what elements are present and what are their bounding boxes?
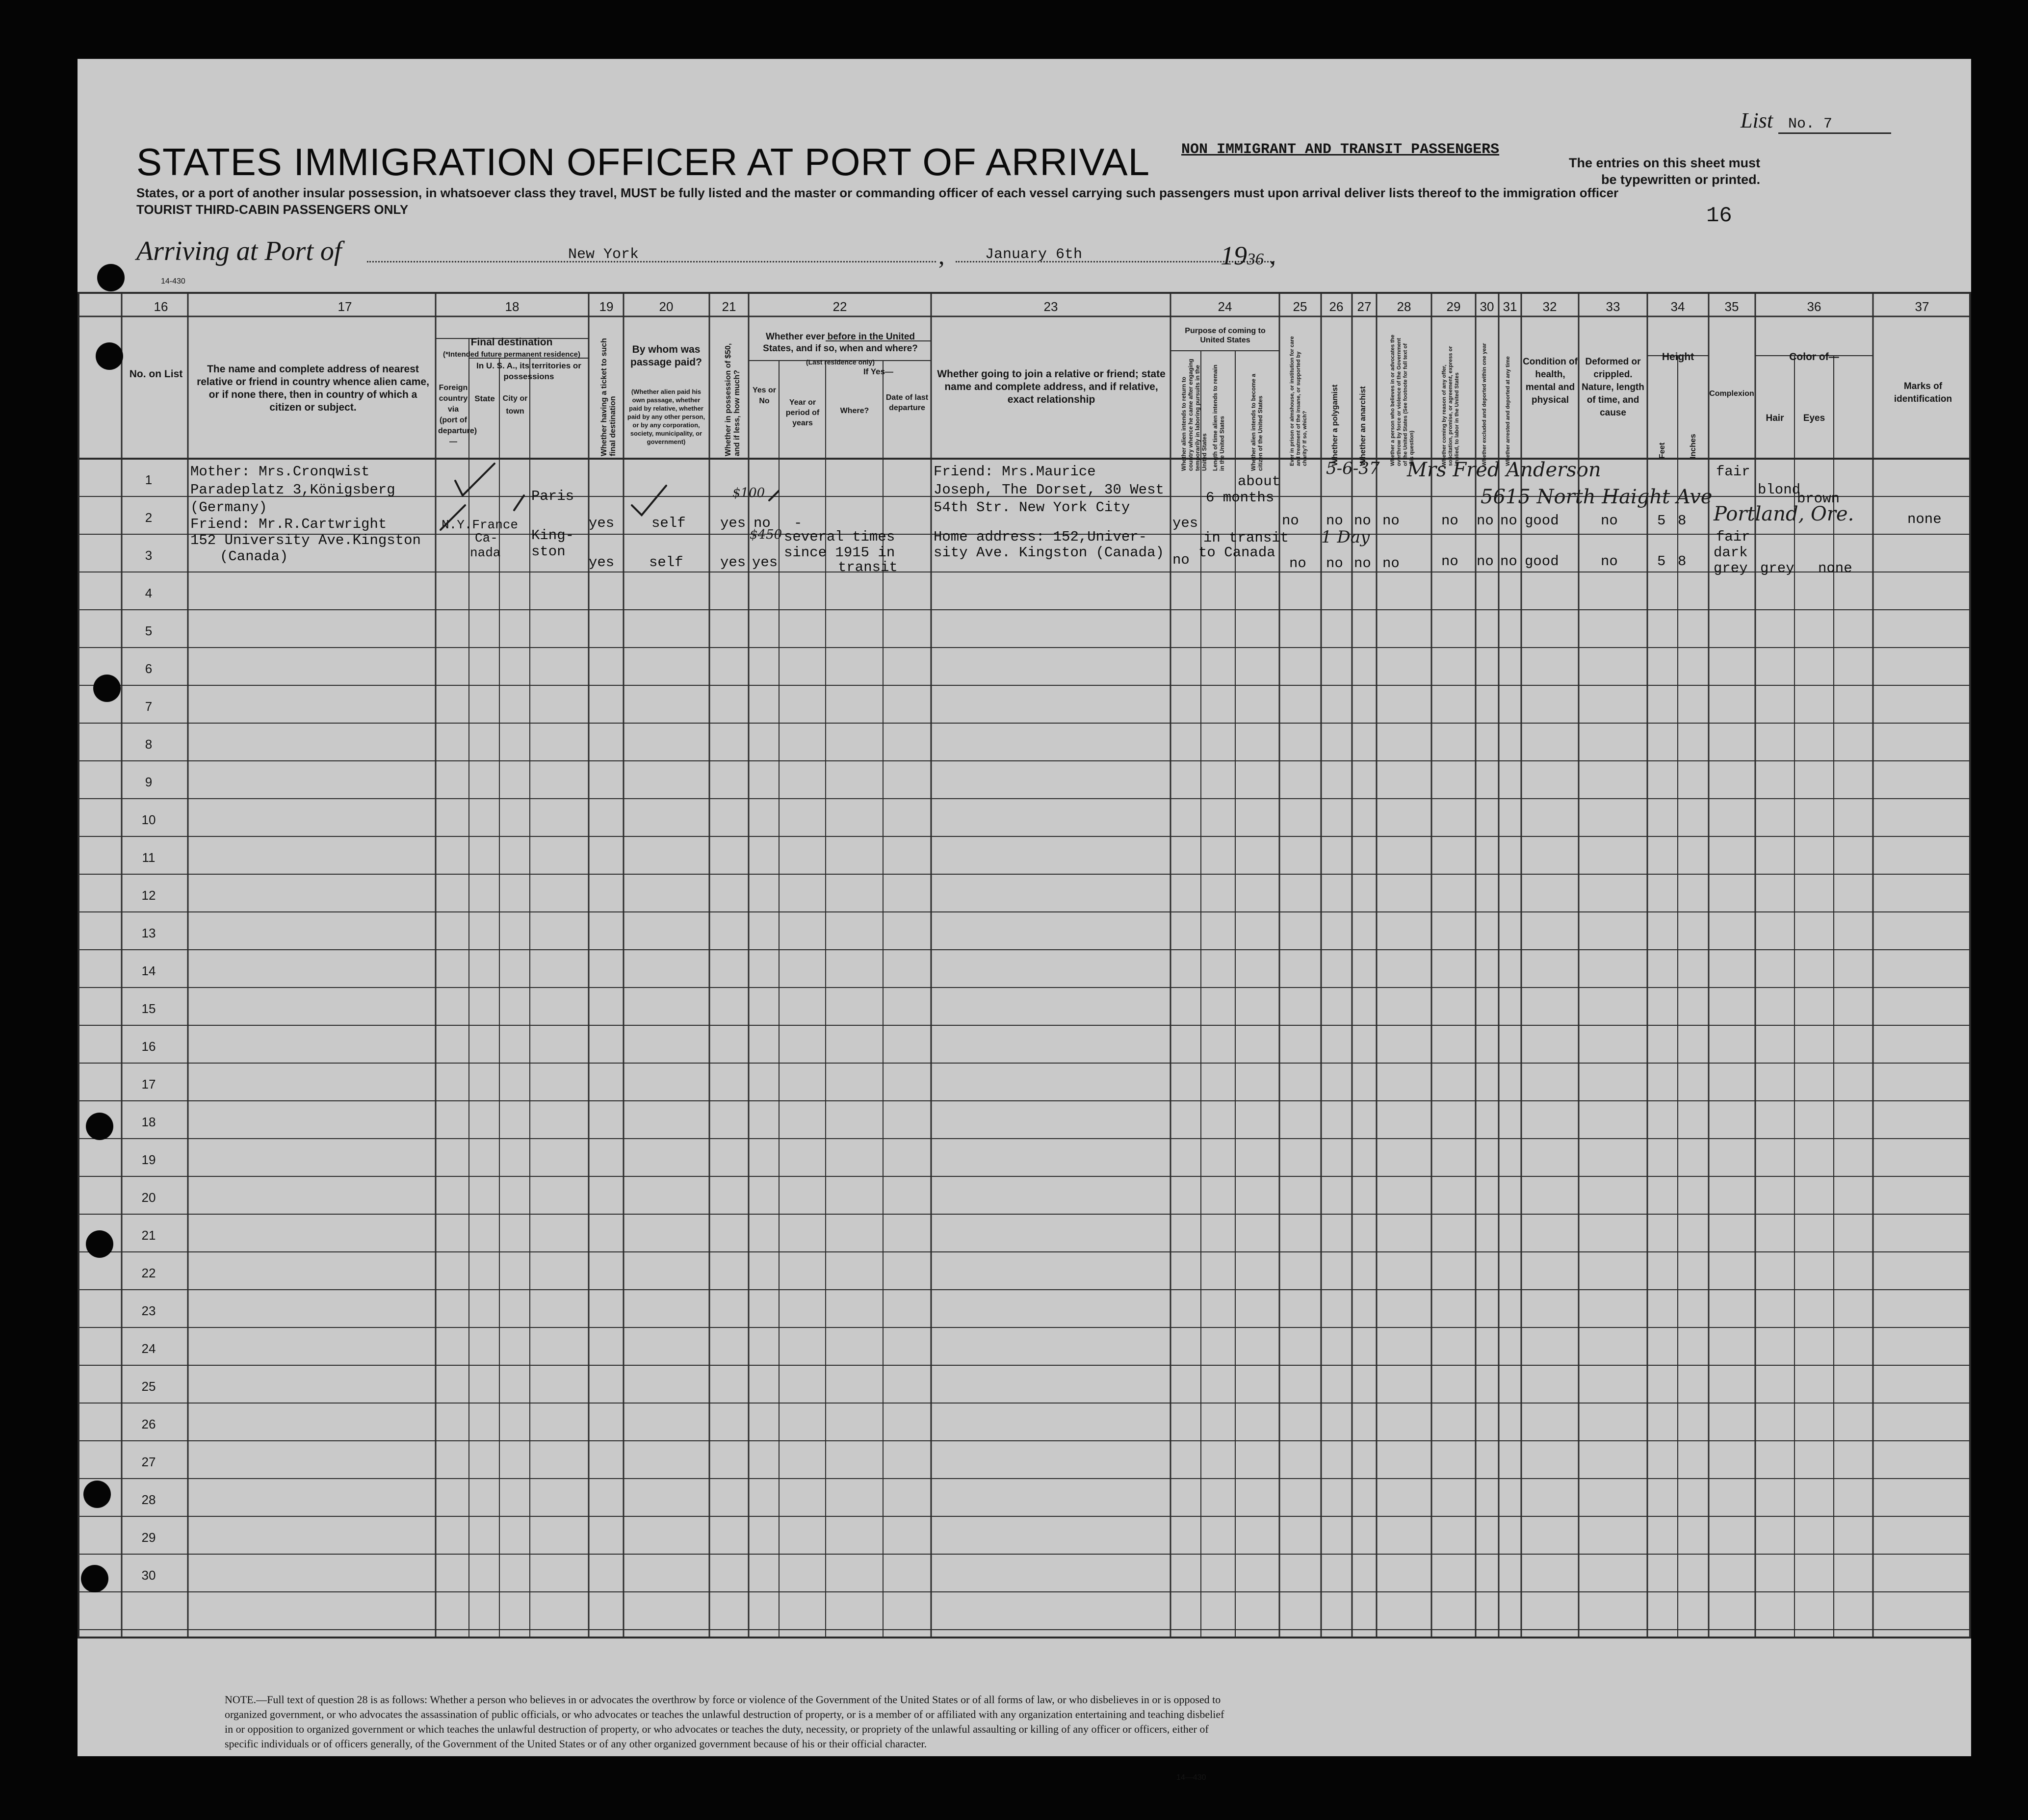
header-before-in-us: Whether ever before in the United States, and if so, when and where? (763, 332, 918, 354)
header-if-yes: If Yes— (863, 367, 894, 376)
header-labor-offer: Whether coming by reason of any offer, solicitation, promise, or agreement, express or implied, to labor in the United States (1441, 346, 1460, 466)
header-purpose: Purpose of coming to United States (1185, 327, 1266, 344)
header-join-relative: Whether going to join a relative or friend; state name and complete address, and if relative, exact relationship (937, 368, 1166, 405)
r1-join-name: Friend: Mrs.Maurice (934, 464, 1096, 480)
column-number: 32 (1542, 299, 1557, 314)
comma-separator-2: , (1270, 242, 1276, 269)
row-number: 5 (145, 624, 153, 638)
header-complexion: Complexion (1709, 390, 1754, 398)
r1-length-about: about (1238, 473, 1281, 490)
row-number: 15 (141, 1001, 156, 1016)
header-health: Condition of health, mental and physical (1523, 357, 1578, 405)
column-number: 27 (1357, 299, 1372, 314)
binder-hole (86, 1230, 113, 1258)
r2-period-line-3: transit (838, 559, 898, 575)
r2-height-inches: 8 (1678, 553, 1687, 570)
r1-health: good (1525, 513, 1559, 529)
header-foreign-country: Foreign country via (port of departure)— (438, 384, 477, 446)
row-number: 12 (141, 888, 156, 903)
check-mark-2 (441, 505, 465, 530)
row-number: 2 (145, 510, 153, 525)
row-number: 11 (142, 850, 156, 865)
row-number: 8 (145, 737, 153, 752)
row-number: 24 (141, 1341, 156, 1356)
hand-day: 1 Day (1321, 527, 1370, 547)
column-number: 20 (659, 299, 674, 314)
column-number: 29 (1446, 299, 1461, 314)
header-excluded: Whether excluded and deported within one year (1482, 343, 1487, 466)
column-number: 35 (1724, 299, 1739, 314)
r1-height-inches: 8 (1678, 513, 1687, 529)
row-number: 30 (141, 1568, 156, 1583)
header-city: City or town (502, 394, 528, 416)
header-passage-paid-sub: (Whether alien paid his own passage, whether paid by relative, whether paid by any other person, or by any corporation, society, municipality, or government) (627, 388, 705, 445)
non-immigrant-heading: NON IMMIGRANT AND TRANSIT PASSENGERS (1181, 141, 1500, 158)
r1-polygamist: no (1326, 513, 1343, 529)
r2-relative-country: (Canada) (220, 548, 288, 565)
header-polygamist: Whether a polygamist (1331, 384, 1339, 466)
row-number: 23 (141, 1303, 156, 1318)
header-money: Whether in possession of $50, and if less, how much? (724, 343, 741, 456)
column-number: 34 (1670, 299, 1685, 314)
r1-paid-by: self (651, 515, 686, 531)
row-number: 22 (141, 1266, 156, 1280)
row-number: 9 (145, 775, 153, 789)
entries-note-line-2: be typewritten or printed. (1601, 172, 1761, 187)
r1-money-handwritten: $100 (732, 486, 765, 500)
r2-deported: no (1500, 553, 1517, 570)
r2-return-intent: no (1172, 552, 1190, 568)
r1-return-intent: yes (1172, 515, 1198, 531)
r2-hair-line-2: grey (1714, 560, 1748, 576)
class-line: TOURIST THIRD-CABIN PASSENGERS ONLY (136, 202, 409, 217)
header-overthrow: Whether a person who believes in or advocates the overthrow by force or violence of the Government of the United States (See footnote for full text of this question) (1390, 335, 1415, 466)
r1-length-months: 6 months (1206, 490, 1274, 506)
header-height: Height (1662, 351, 1694, 363)
list-label: List (1741, 108, 1773, 132)
column-number: 37 (1915, 299, 1929, 314)
r1-foreign-port: N.Y.France (442, 518, 519, 532)
row-number: 25 (141, 1379, 156, 1394)
r2-city-line-1: King- (531, 527, 574, 544)
r2-period-line-2: since 1915 in (784, 545, 895, 561)
row-number: 6 (145, 661, 153, 676)
r1-anarchist: no (1354, 513, 1371, 529)
header-citizen-intent: Whether alien intends to become a citizen of the United States (1250, 373, 1264, 471)
column-number: 26 (1329, 299, 1344, 314)
r2-money: yes (720, 554, 746, 571)
header-final-destination-sub: (*Intended future permanent residence) (442, 350, 581, 359)
header-period: Year or period of years (785, 398, 820, 427)
r2-health: good (1525, 553, 1559, 570)
header-deformed: Deformed or crippled. Nature, length of time, and cause (1582, 357, 1644, 418)
row-number: 17 (141, 1077, 156, 1092)
r2-labor-offer: no (1441, 553, 1458, 570)
header-last-departure: Date of last departure (885, 393, 929, 412)
comma-separator: , (938, 242, 945, 269)
column-number: 24 (1218, 299, 1232, 314)
r2-ticket: yes (589, 554, 615, 571)
binder-hole (83, 1481, 111, 1508)
r1-period: - (794, 515, 803, 531)
binder-hole (96, 342, 123, 370)
r2-state-line-1: Ca- (475, 531, 498, 546)
r1-hair: blond (1758, 482, 1801, 498)
row-number: 28 (141, 1492, 156, 1507)
row-number: 1 (145, 472, 153, 487)
binder-hole (93, 675, 121, 702)
r2-relative-address: 152 University Ave.Kingston (190, 532, 421, 548)
arriving-label: Arriving at Port of (136, 236, 342, 266)
r2-city-line-2: ston (531, 544, 566, 560)
r1-prison: no (1282, 513, 1299, 529)
row-number: 21 (141, 1228, 156, 1243)
r2-join-line-1: Home address: 152,Univer- (934, 529, 1147, 545)
list-number-value: No. 7 (1778, 116, 1891, 134)
form-code: 14—430 (1176, 1773, 1206, 1782)
row-number: 29 (141, 1530, 156, 1545)
header-hair: Hair (1766, 413, 1784, 423)
year-prefix: 19 (1221, 241, 1247, 270)
r1-labor-offer: no (1441, 513, 1458, 529)
check-mark-4 (632, 486, 666, 515)
port-line (367, 261, 936, 262)
r1-relative-country: (Germany) (190, 499, 267, 516)
header-where: Where? (840, 407, 869, 415)
r2-relative-name: Friend: Mr.R.Cartwright (190, 516, 387, 532)
check-mark-5 (769, 491, 779, 500)
sheet-number: 16 (1706, 204, 1732, 228)
r1-eyes: brown (1797, 491, 1840, 507)
r2-length-line-2: to Canada (1198, 545, 1275, 561)
r1-complexion: fair (1716, 464, 1750, 480)
row-number: 3 (145, 548, 153, 563)
header-state: State (474, 394, 495, 403)
row-number: 14 (141, 963, 156, 978)
row-number: 19 (141, 1152, 156, 1167)
form-title: STATES IMMIGRATION OFFICER AT PORT OF ARRIVAL (136, 140, 1150, 183)
r1-city: Paris (531, 488, 574, 504)
hand-name: Mrs Fred Anderson (1407, 459, 1601, 481)
header-relative: The name and complete address of nearest relative or friend in country whence alien came, or if none there, then in country of which a citizen or subject. (197, 364, 429, 413)
header-deported: Whether arrested and deported at any time (1505, 356, 1511, 466)
r2-length-line-1: in transit (1203, 530, 1289, 546)
binder-hole (86, 1113, 113, 1140)
r2-paid-by: self (649, 554, 683, 571)
small-form-code: 14-430 (161, 277, 185, 286)
header-no-on-list: No. on List (129, 368, 183, 380)
column-number: 23 (1043, 299, 1058, 314)
binder-hole (81, 1565, 108, 1592)
r2-deformed: no (1601, 553, 1618, 570)
binder-hole (97, 264, 125, 291)
r1-join-address: Joseph, The Dorset, 30 West (934, 482, 1164, 498)
column-number: 33 (1606, 299, 1620, 314)
r2-hair-line-1: dark (1714, 545, 1748, 561)
r2-height-feet: 5 (1657, 553, 1666, 570)
header-return-intent: Whether alien intends to return to country whence he came after engaging temporarily in laboring pursuits in the United States (1180, 359, 1208, 471)
r2-money-handwritten: $450 (750, 527, 782, 542)
check-marks (436, 461, 779, 549)
r2-complexion: fair (1716, 529, 1750, 545)
r2-overthrow: no (1382, 555, 1400, 572)
check-mark-3 (514, 495, 524, 510)
r1-excluded: no (1477, 513, 1494, 529)
entries-note (1569, 155, 1760, 188)
row-number: 20 (141, 1190, 156, 1205)
column-number: 21 (722, 299, 736, 314)
row-number: 4 (145, 586, 153, 600)
header-before-sub: (Last residence only) (806, 358, 875, 366)
intro-text (136, 184, 1618, 218)
row-number: 16 (141, 1039, 156, 1054)
header-length-of-stay: Length of time alien intends to remain in the United States (1212, 364, 1225, 471)
r2-excluded: no (1477, 553, 1494, 570)
manifest-sheet (78, 59, 1971, 1782)
header-ticket: Whether having a ticket to such final destination (600, 338, 617, 456)
column-number: 36 (1807, 299, 1821, 314)
r1-height-feet: 5 (1657, 513, 1666, 529)
row-number: 7 (145, 699, 153, 714)
hand-city: Portland, Ore. (1714, 503, 1854, 525)
r1-relative-address: Paradeplatz 3,Königsberg (190, 482, 395, 498)
header-final-destination: Final destination (470, 337, 553, 348)
r1-before-us: no (754, 515, 771, 531)
r2-polygamist: no (1326, 555, 1343, 572)
column-number: 30 (1480, 299, 1494, 314)
column-number: 31 (1503, 299, 1517, 314)
column-number: 25 (1293, 299, 1307, 314)
row-number: 18 (141, 1115, 156, 1129)
column-number: 17 (338, 299, 352, 314)
column-number: 28 (1397, 299, 1411, 314)
header-feet: Feet (1658, 442, 1666, 459)
port-value: New York (568, 246, 639, 263)
header-color-of: Color of— (1789, 351, 1839, 363)
r2-prison: no (1289, 555, 1306, 572)
r1-deported: no (1500, 513, 1517, 529)
column-number: 22 (832, 299, 847, 314)
header-passage-paid: By whom was passage paid? (630, 344, 702, 368)
r2-state-line-2: nada (470, 546, 501, 560)
r1-money: yes (720, 515, 746, 531)
intro-line: States, or a port of another insular possession, in whatsoever class they travel, MUST be fully listed and the master or commanding officer of each vessel carrying such passengers must upon arrival deliver lists thereof to the immigration officer (136, 185, 1619, 200)
list-number (1741, 108, 1891, 134)
r1-marks: none (1907, 511, 1942, 527)
column-number: 18 (505, 299, 520, 314)
r2-marks: none (1818, 560, 1852, 576)
year-value (1221, 240, 1264, 271)
header-yes-no: Yes or No (752, 386, 777, 405)
year-suffix: 36 (1247, 250, 1264, 268)
r1-ticket: yes (589, 515, 615, 531)
column-number: 16 (154, 299, 168, 314)
header-in-usa: In U. S. A., its territories or possessions (476, 361, 581, 381)
r1-relative-name: Mother: Mrs.Cronqwist (190, 464, 370, 480)
hand-date: 5-6-37 (1326, 459, 1380, 478)
r2-eyes: grey (1760, 560, 1794, 576)
entries-note-line-1: The entries on this sheet must (1569, 156, 1761, 170)
header-eyes: Eyes (1803, 413, 1825, 423)
row-number: 13 (141, 926, 156, 940)
date-value: January 6th (985, 246, 1083, 263)
row-number: 26 (141, 1417, 156, 1431)
hand-address: 5615 North Haight Ave (1481, 486, 1713, 508)
r1-deformed: no (1601, 513, 1618, 529)
r2-period-line-1: several times (784, 529, 895, 545)
header-prison: Ever in prison or almshouse, or institution for care and treatment of the insane, or supported by charity? If so, which? (1289, 336, 1308, 466)
r2-before-us: yes (752, 554, 778, 571)
column-number: 19 (599, 299, 614, 314)
row-number: 27 (141, 1455, 156, 1469)
r1-join-city: 54th Str. New York City (934, 499, 1130, 516)
footnote: NOTE.—Full text of question 28 is as follows: Whether a person who believes in or advocates the overthrow by force or violence of the Government of the United States or of all forms of law, or who disbelieves in or is opposed to organized government, or who advocates the assassination of public officials, or who advocates or teaches the unlawful destruction of property, or is a member of or affiliated with any organization entertaining and teaching disbelief in or opposition to organized government or which teaches the unlawful destruction of property, or who advocates or teaches the duty, necessity, or propriety of the unlawful assaulting or killing of any officer or officers, either of specific individuals or of officers generally, of the Government of the United States or of any other organized government because of his or their official character. (225, 1693, 1224, 1750)
r1-overthrow: no (1382, 513, 1400, 529)
header-anarchist: Whether an anarchist (1359, 386, 1367, 466)
row-number: 10 (141, 812, 156, 827)
r2-anarchist: no (1354, 555, 1371, 572)
header-inches: Inches (1689, 434, 1697, 459)
header-marks: Marks of identification (1894, 381, 1952, 404)
check-mark-1 (455, 464, 494, 495)
r2-join-line-2: sity Ave. Kingston (Canada) (934, 545, 1164, 561)
